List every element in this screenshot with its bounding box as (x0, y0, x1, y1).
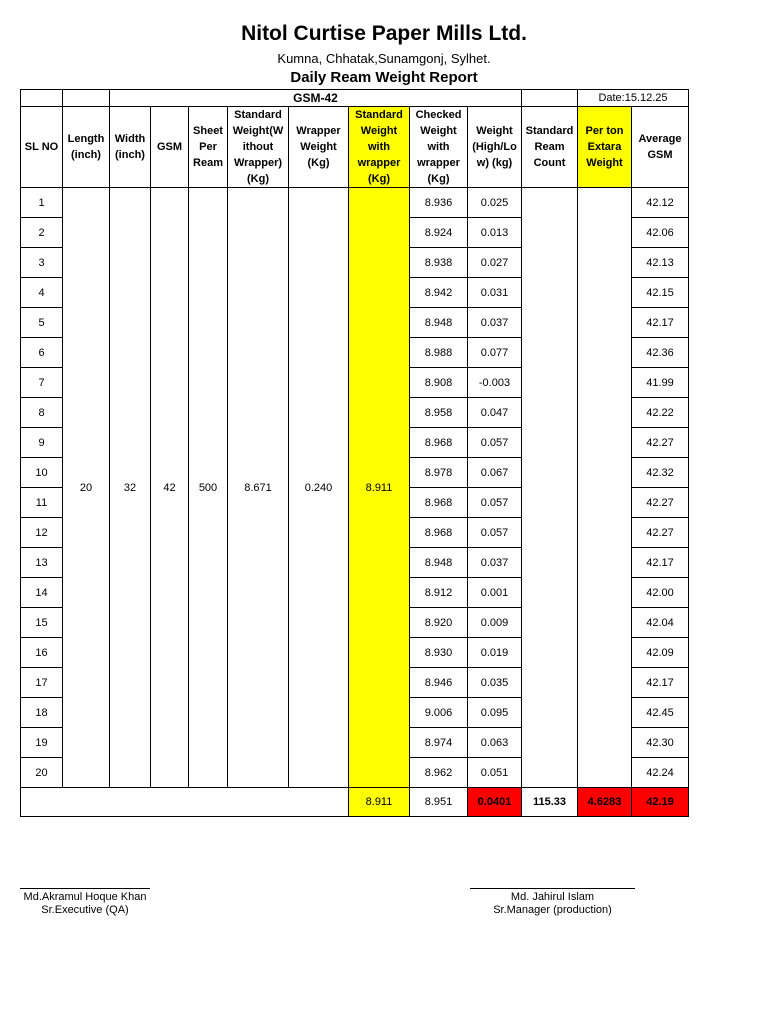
checked-weight-cell: 8.920 (410, 608, 468, 638)
wrapper-weight-cell: 0.240 (289, 188, 349, 788)
signature-block-qa (20, 888, 150, 916)
checked-weight-cell: 8.948 (410, 308, 468, 338)
checked-weight-cell: 8.938 (410, 248, 468, 278)
checked-weight-cell: 8.930 (410, 638, 468, 668)
sl-no-cell: 7 (21, 368, 63, 398)
gsm-label: GSM-42 (110, 90, 522, 107)
checked-weight-cell: 8.946 (410, 668, 468, 698)
table-row (21, 188, 689, 218)
average-gsm-cell: 42.32 (632, 458, 689, 488)
average-gsm-cell: 41.99 (632, 368, 689, 398)
signatory-title: Sr.Manager (production) (493, 904, 612, 916)
weight-diff-cell: 0.035 (468, 668, 522, 698)
std-weight-without-cell: 8.671 (228, 188, 289, 788)
signatory-name: Md.Akramul Hoque Khan (23, 891, 147, 903)
average-gsm-cell: 42.22 (632, 398, 689, 428)
total-checked-weight: 8.951 (410, 788, 468, 817)
sl-no-cell: 18 (21, 698, 63, 728)
sl-no-cell: 4 (21, 278, 63, 308)
sl-no-cell: 1 (21, 188, 63, 218)
sl-no-cell: 8 (21, 398, 63, 428)
average-gsm-cell: 42.27 (632, 428, 689, 458)
weight-diff-cell: 0.051 (468, 758, 522, 788)
checked-weight-cell: 8.908 (410, 368, 468, 398)
checked-weight-cell: 8.968 (410, 488, 468, 518)
col-header-average-gsm: Average GSM (632, 107, 689, 188)
average-gsm-cell: 42.12 (632, 188, 689, 218)
signature-block-production (470, 888, 635, 916)
std-weight-with-cell: 8.911 (349, 188, 410, 788)
checked-weight-cell: 8.924 (410, 218, 468, 248)
checked-weight-cell: 8.942 (410, 278, 468, 308)
weight-diff-cell: 0.077 (468, 338, 522, 368)
average-gsm-cell: 42.24 (632, 758, 689, 788)
signatory-title: Sr.Executive (QA) (41, 904, 129, 916)
checked-weight-cell: 8.962 (410, 758, 468, 788)
weight-diff-cell: 0.047 (468, 398, 522, 428)
checked-weight-cell: 8.978 (410, 458, 468, 488)
company-address: Kumna, Chhatak,Sunamgonj, Sylhet. (277, 51, 491, 66)
std-ream-count-cell (522, 188, 578, 788)
length-cell: 20 (63, 188, 110, 788)
checked-weight-cell: 8.936 (410, 188, 468, 218)
average-gsm-cell: 42.15 (632, 278, 689, 308)
average-gsm-cell: 42.04 (632, 608, 689, 638)
sl-no-cell: 17 (21, 668, 63, 698)
weight-diff-cell: 0.057 (468, 488, 522, 518)
sl-no-cell: 15 (21, 608, 63, 638)
checked-weight-cell: 8.968 (410, 428, 468, 458)
checked-weight-cell: 8.974 (410, 728, 468, 758)
report-title: Daily Ream Weight Report (290, 69, 478, 86)
gsm-cell: 42 (151, 188, 189, 788)
checked-weight-cell: 8.912 (410, 578, 468, 608)
total-std-ream-count: 115.33 (522, 788, 578, 817)
col-header-width: Width (inch) (110, 107, 151, 188)
sl-no-cell: 19 (21, 728, 63, 758)
checked-weight-cell: 8.958 (410, 398, 468, 428)
checked-weight-cell: 9.006 (410, 698, 468, 728)
total-weight-diff: 0.0401 (468, 788, 522, 817)
average-gsm-cell: 42.17 (632, 668, 689, 698)
signatory-name: Md. Jahirul Islam (510, 891, 595, 903)
sl-no-cell: 2 (21, 218, 63, 248)
sl-no-cell: 3 (21, 248, 63, 278)
company-name: Nitol Curtise Paper Mills Ltd. (241, 22, 527, 45)
checked-weight-cell: 8.988 (410, 338, 468, 368)
weight-diff-cell: 0.031 (468, 278, 522, 308)
weight-diff-cell: 0.009 (468, 608, 522, 638)
sl-no-cell: 5 (21, 308, 63, 338)
top-blank-cell (522, 90, 578, 107)
sl-no-cell: 16 (21, 638, 63, 668)
weight-diff-cell: -0.003 (468, 368, 522, 398)
weight-diff-cell: 0.037 (468, 308, 522, 338)
total-std-weight-with: 8.911 (349, 788, 410, 817)
total-average-gsm: 42.19 (632, 788, 689, 817)
weight-diff-cell: 0.057 (468, 518, 522, 548)
col-header-std-weight-with: Standard Weight with wrapper (Kg) (349, 107, 410, 188)
col-header-std-weight-without: Standard Weight(W ithout Wrapper) (Kg) (228, 107, 289, 188)
average-gsm-cell: 42.00 (632, 578, 689, 608)
col-header-checked-weight: Checked Weight with wrapper (Kg) (410, 107, 468, 188)
average-gsm-cell: 42.17 (632, 308, 689, 338)
col-header-weight-diff: Weight (High/Lo w) (kg) (468, 107, 522, 188)
average-gsm-cell: 42.09 (632, 638, 689, 668)
column-header-row (21, 107, 689, 188)
weight-diff-cell: 0.027 (468, 248, 522, 278)
weight-diff-cell: 0.095 (468, 698, 522, 728)
average-gsm-cell: 42.17 (632, 548, 689, 578)
top-blank-cell (21, 90, 63, 107)
sheet-per-ream-cell: 500 (189, 188, 228, 788)
sl-no-cell: 14 (21, 578, 63, 608)
average-gsm-cell: 42.13 (632, 248, 689, 278)
checked-weight-cell: 8.948 (410, 548, 468, 578)
sl-no-cell: 10 (21, 458, 63, 488)
average-gsm-cell: 42.30 (632, 728, 689, 758)
col-header-gsm: GSM (151, 107, 189, 188)
signature-line (470, 888, 635, 889)
signature-line (20, 888, 150, 889)
sl-no-cell: 6 (21, 338, 63, 368)
weight-diff-cell: 0.001 (468, 578, 522, 608)
col-header-std-ream-count: Standard Ream Count (522, 107, 578, 188)
weight-diff-cell: 0.067 (468, 458, 522, 488)
col-header-length: Length (inch) (63, 107, 110, 188)
col-header-per-ton-extra: Per ton Extara Weight (578, 107, 632, 188)
checked-weight-cell: 8.968 (410, 518, 468, 548)
average-gsm-cell: 42.27 (632, 488, 689, 518)
sl-no-cell: 11 (21, 488, 63, 518)
width-cell: 32 (110, 188, 151, 788)
average-gsm-cell: 42.45 (632, 698, 689, 728)
weight-diff-cell: 0.037 (468, 548, 522, 578)
col-header-sheet-per-ream: Sheet Per Ream (189, 107, 228, 188)
weight-diff-cell: 0.013 (468, 218, 522, 248)
col-header-wrapper-weight: Wrapper Weight (Kg) (289, 107, 349, 188)
ream-weight-table (20, 89, 689, 817)
average-gsm-cell: 42.27 (632, 518, 689, 548)
totals-row (21, 788, 689, 817)
weight-diff-cell: 0.019 (468, 638, 522, 668)
average-gsm-cell: 42.06 (632, 218, 689, 248)
sl-no-cell: 20 (21, 758, 63, 788)
average-gsm-cell: 42.36 (632, 338, 689, 368)
report-date: Date:15.12.25 (578, 90, 689, 107)
sl-no-cell: 12 (21, 518, 63, 548)
col-header-sl-no: SL NO (21, 107, 63, 188)
sl-no-cell: 9 (21, 428, 63, 458)
table-top-row (21, 90, 689, 107)
weight-diff-cell: 0.025 (468, 188, 522, 218)
weight-diff-cell: 0.057 (468, 428, 522, 458)
total-per-ton-extra: 4.6283 (578, 788, 632, 817)
top-blank-cell (63, 90, 110, 107)
weight-diff-cell: 0.063 (468, 728, 522, 758)
totals-blank-cell (21, 788, 349, 817)
per-ton-extra-cell (578, 188, 632, 788)
sl-no-cell: 13 (21, 548, 63, 578)
